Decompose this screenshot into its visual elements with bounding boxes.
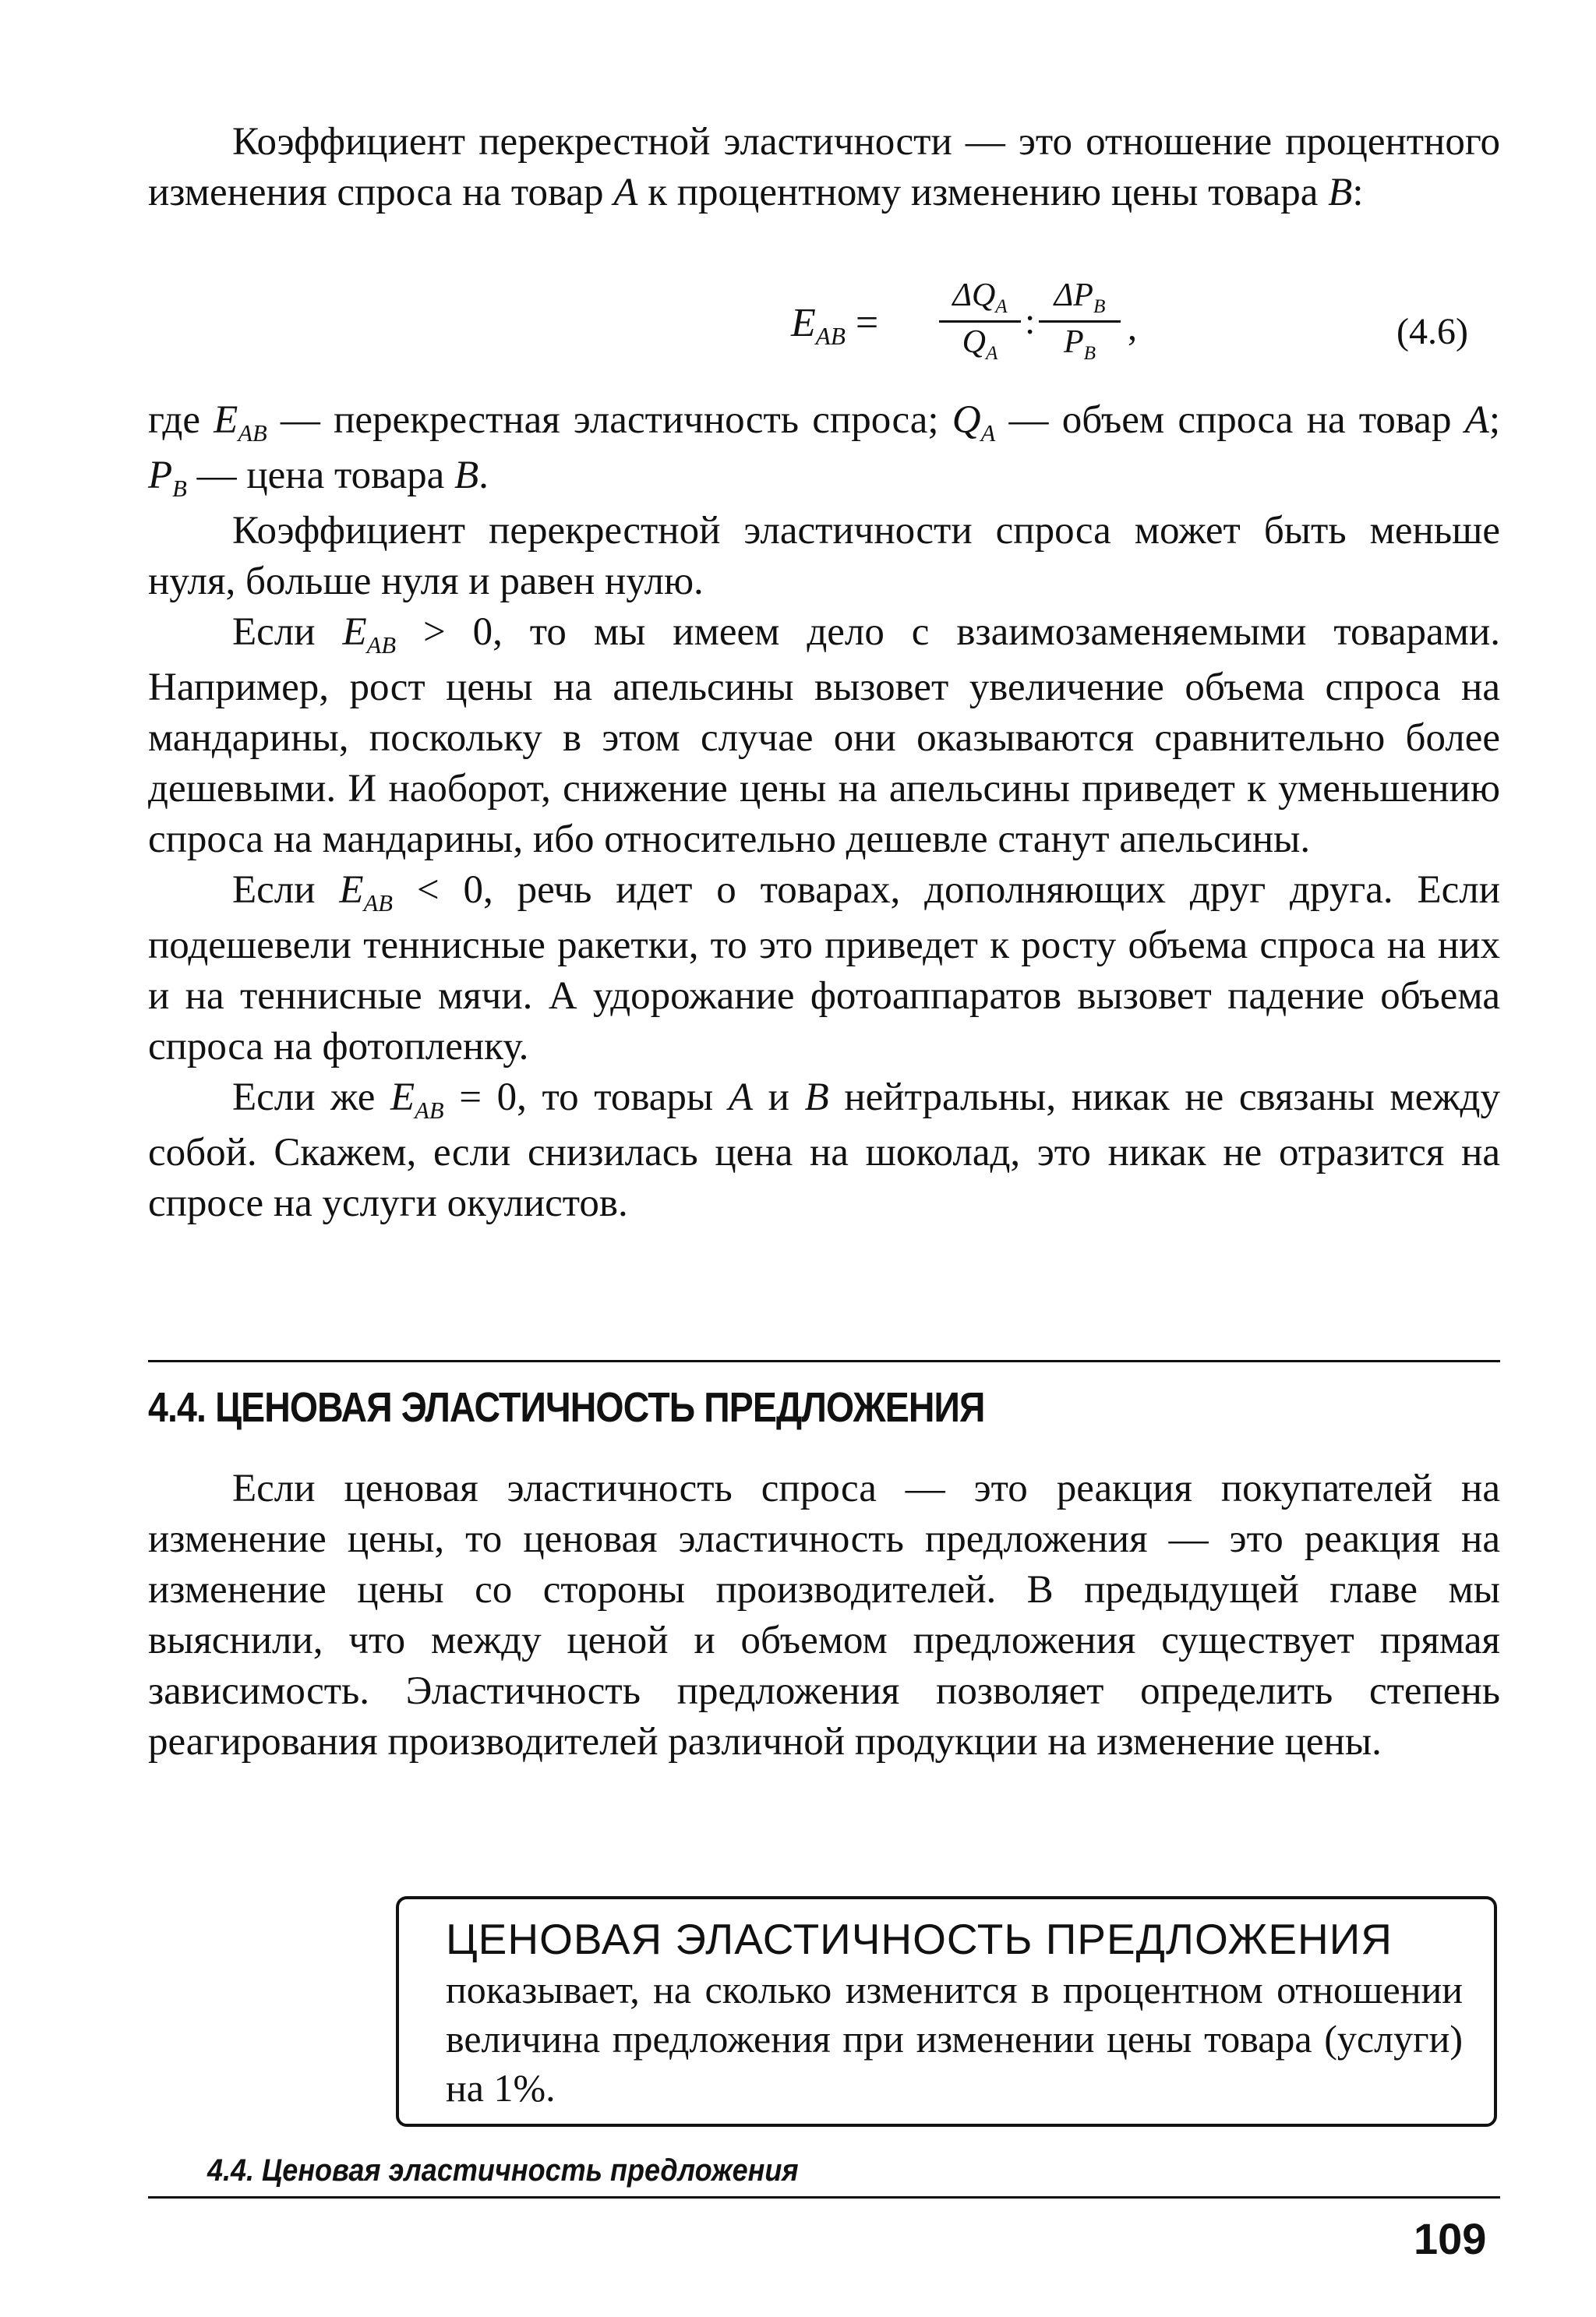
paragraph-definition-cross-elasticity <box>148 117 1500 218</box>
var-b: B <box>454 454 479 497</box>
formula-e-sub: AB <box>815 322 846 350</box>
text-run: нейтральны, никак не связаны между собой. Скажем, если снизилась цена на шоколад, это никак не отразится на спросе на услуги окулистов. <box>148 1075 1501 1225</box>
text-run: = 0, то товары <box>443 1075 729 1119</box>
text-run: — объем спроса на товар <box>995 398 1465 442</box>
body-text-section <box>148 1464 1500 1768</box>
var-p: P <box>148 454 173 497</box>
definition-text: показывает, на сколько изменится в процентном отношении величина предложения при изменении цены товара (услуги) на 1%. <box>446 1968 1463 2110</box>
var-e: E <box>339 868 364 912</box>
text-run: — цена товара <box>186 454 455 497</box>
fraction-p-numerator <box>1039 277 1121 323</box>
paragraph-substitutes <box>148 607 1500 865</box>
body-text-main <box>148 395 1500 1229</box>
paragraph-coefficient-range: Коэффициент перекрестной эластичности спроса может быть меньше нуля, больше нуля и равен нулю. <box>148 509 1500 603</box>
paragraph-neutral <box>148 1072 1500 1229</box>
formula-comma: , <box>1128 307 1137 348</box>
paragraph-complements <box>148 865 1500 1072</box>
text-run: Если <box>232 868 340 912</box>
var-e: E <box>390 1075 415 1119</box>
footer-rule <box>148 2196 1500 2199</box>
var-b: B <box>804 1075 829 1119</box>
subscript: AB <box>238 419 267 447</box>
subscript: AB <box>363 889 393 917</box>
text-run: Q <box>962 324 986 360</box>
text-run: ΔP <box>1054 277 1093 313</box>
definition-box-content <box>446 1915 1463 2113</box>
text-run: Если <box>232 610 343 654</box>
text-run: Если же <box>232 1075 391 1119</box>
var-a: A <box>613 171 638 214</box>
text-run: — перекрестная эластичность спроса; <box>267 398 952 442</box>
fraction-q <box>939 277 1021 366</box>
section-rule <box>148 1360 1500 1362</box>
formula-4-6 <box>791 277 1383 378</box>
fraction-p <box>1039 277 1121 366</box>
text-run: ΔQ <box>952 277 996 313</box>
running-footer-title: 4.4. Ценовая эластичность предложения <box>207 2153 799 2188</box>
subscript: A <box>995 295 1008 317</box>
fraction-p-denominator <box>1039 323 1121 366</box>
page-number: 109 <box>1414 2214 1487 2263</box>
formula-equals: = <box>855 301 879 345</box>
definition-box <box>396 1896 1497 2127</box>
fraction-q-denominator <box>939 323 1021 366</box>
var-q: Q <box>952 398 981 442</box>
text-run: < 0, речь идет о товарах, дополняющих друг друга. Если подешевели теннисные ракетки, то это приведет к росту объема спроса на них и на теннисные мячи. А удорожание фотоаппаратов вызовет падение объема спроса на фотопленку. <box>148 868 1500 1068</box>
formula-colon: : <box>1025 301 1036 342</box>
text-run: Коэффициент перекрестной эластичности — это отношение процентного изменения спроса на товар <box>148 120 1500 214</box>
formula-e: E <box>791 301 816 345</box>
text-run: ; <box>1488 398 1500 442</box>
formula-number: (4.6) <box>1396 311 1468 352</box>
var-e: E <box>214 398 238 442</box>
text-run: . <box>478 454 489 497</box>
text-run: > 0, то мы имеем дело с взаимозаменяемыми товарами. Например, рост цены на апельсины вызовет увеличение объема спроса на мандарины, поскольку в этом случае они оказываются сравнительно более дешевыми. И наоборот, снижение цены на апельсины приведет к уменьшению спроса на мандарины, ибо относительно дешевле станут апельсины. <box>148 610 1500 861</box>
body-text-top <box>148 117 1500 218</box>
fraction-q-numerator <box>939 277 1021 323</box>
text-run: где <box>148 398 214 442</box>
paragraph-where <box>148 395 1500 506</box>
paragraph-supply-elasticity: Если ценовая эластичность спроса — это реакция покупателей на изменение цены, то ценовая эластичность предложения — это реакция на изменение цены со стороны производителей. В предыдущей главе мы выяснили, что между ценой и объемом предложения существует прямая зависимость. Эластичность предложения позволяет определить степень реагирования производителей различной продукции на изменение цены. <box>148 1467 1500 1764</box>
definition-title: ЦЕНОВАЯ ЭЛАСТИЧНОСТЬ ПРЕДЛОЖЕНИЯ <box>446 1915 1393 1963</box>
formula-lhs <box>791 300 879 350</box>
var-a: A <box>1464 398 1489 442</box>
subscript: AB <box>366 631 397 659</box>
section-heading: 4.4. ЦЕНОВАЯ ЭЛАСТИЧНОСТЬ ПРЕДЛОЖЕНИЯ <box>148 1384 985 1431</box>
var-b: B <box>1328 171 1353 214</box>
var-e: E <box>342 610 367 654</box>
subscript: B <box>1083 342 1096 364</box>
text-run: : <box>1352 171 1364 214</box>
var-a: A <box>728 1075 753 1119</box>
subscript: A <box>980 419 996 447</box>
subscript: A <box>985 342 998 364</box>
subscript: AB <box>415 1097 444 1124</box>
subscript: B <box>172 475 187 502</box>
text-run: и <box>752 1075 805 1119</box>
text-run: к процентному изменению цены товара <box>637 171 1329 214</box>
subscript: B <box>1093 295 1106 317</box>
text-run: P <box>1063 324 1084 360</box>
